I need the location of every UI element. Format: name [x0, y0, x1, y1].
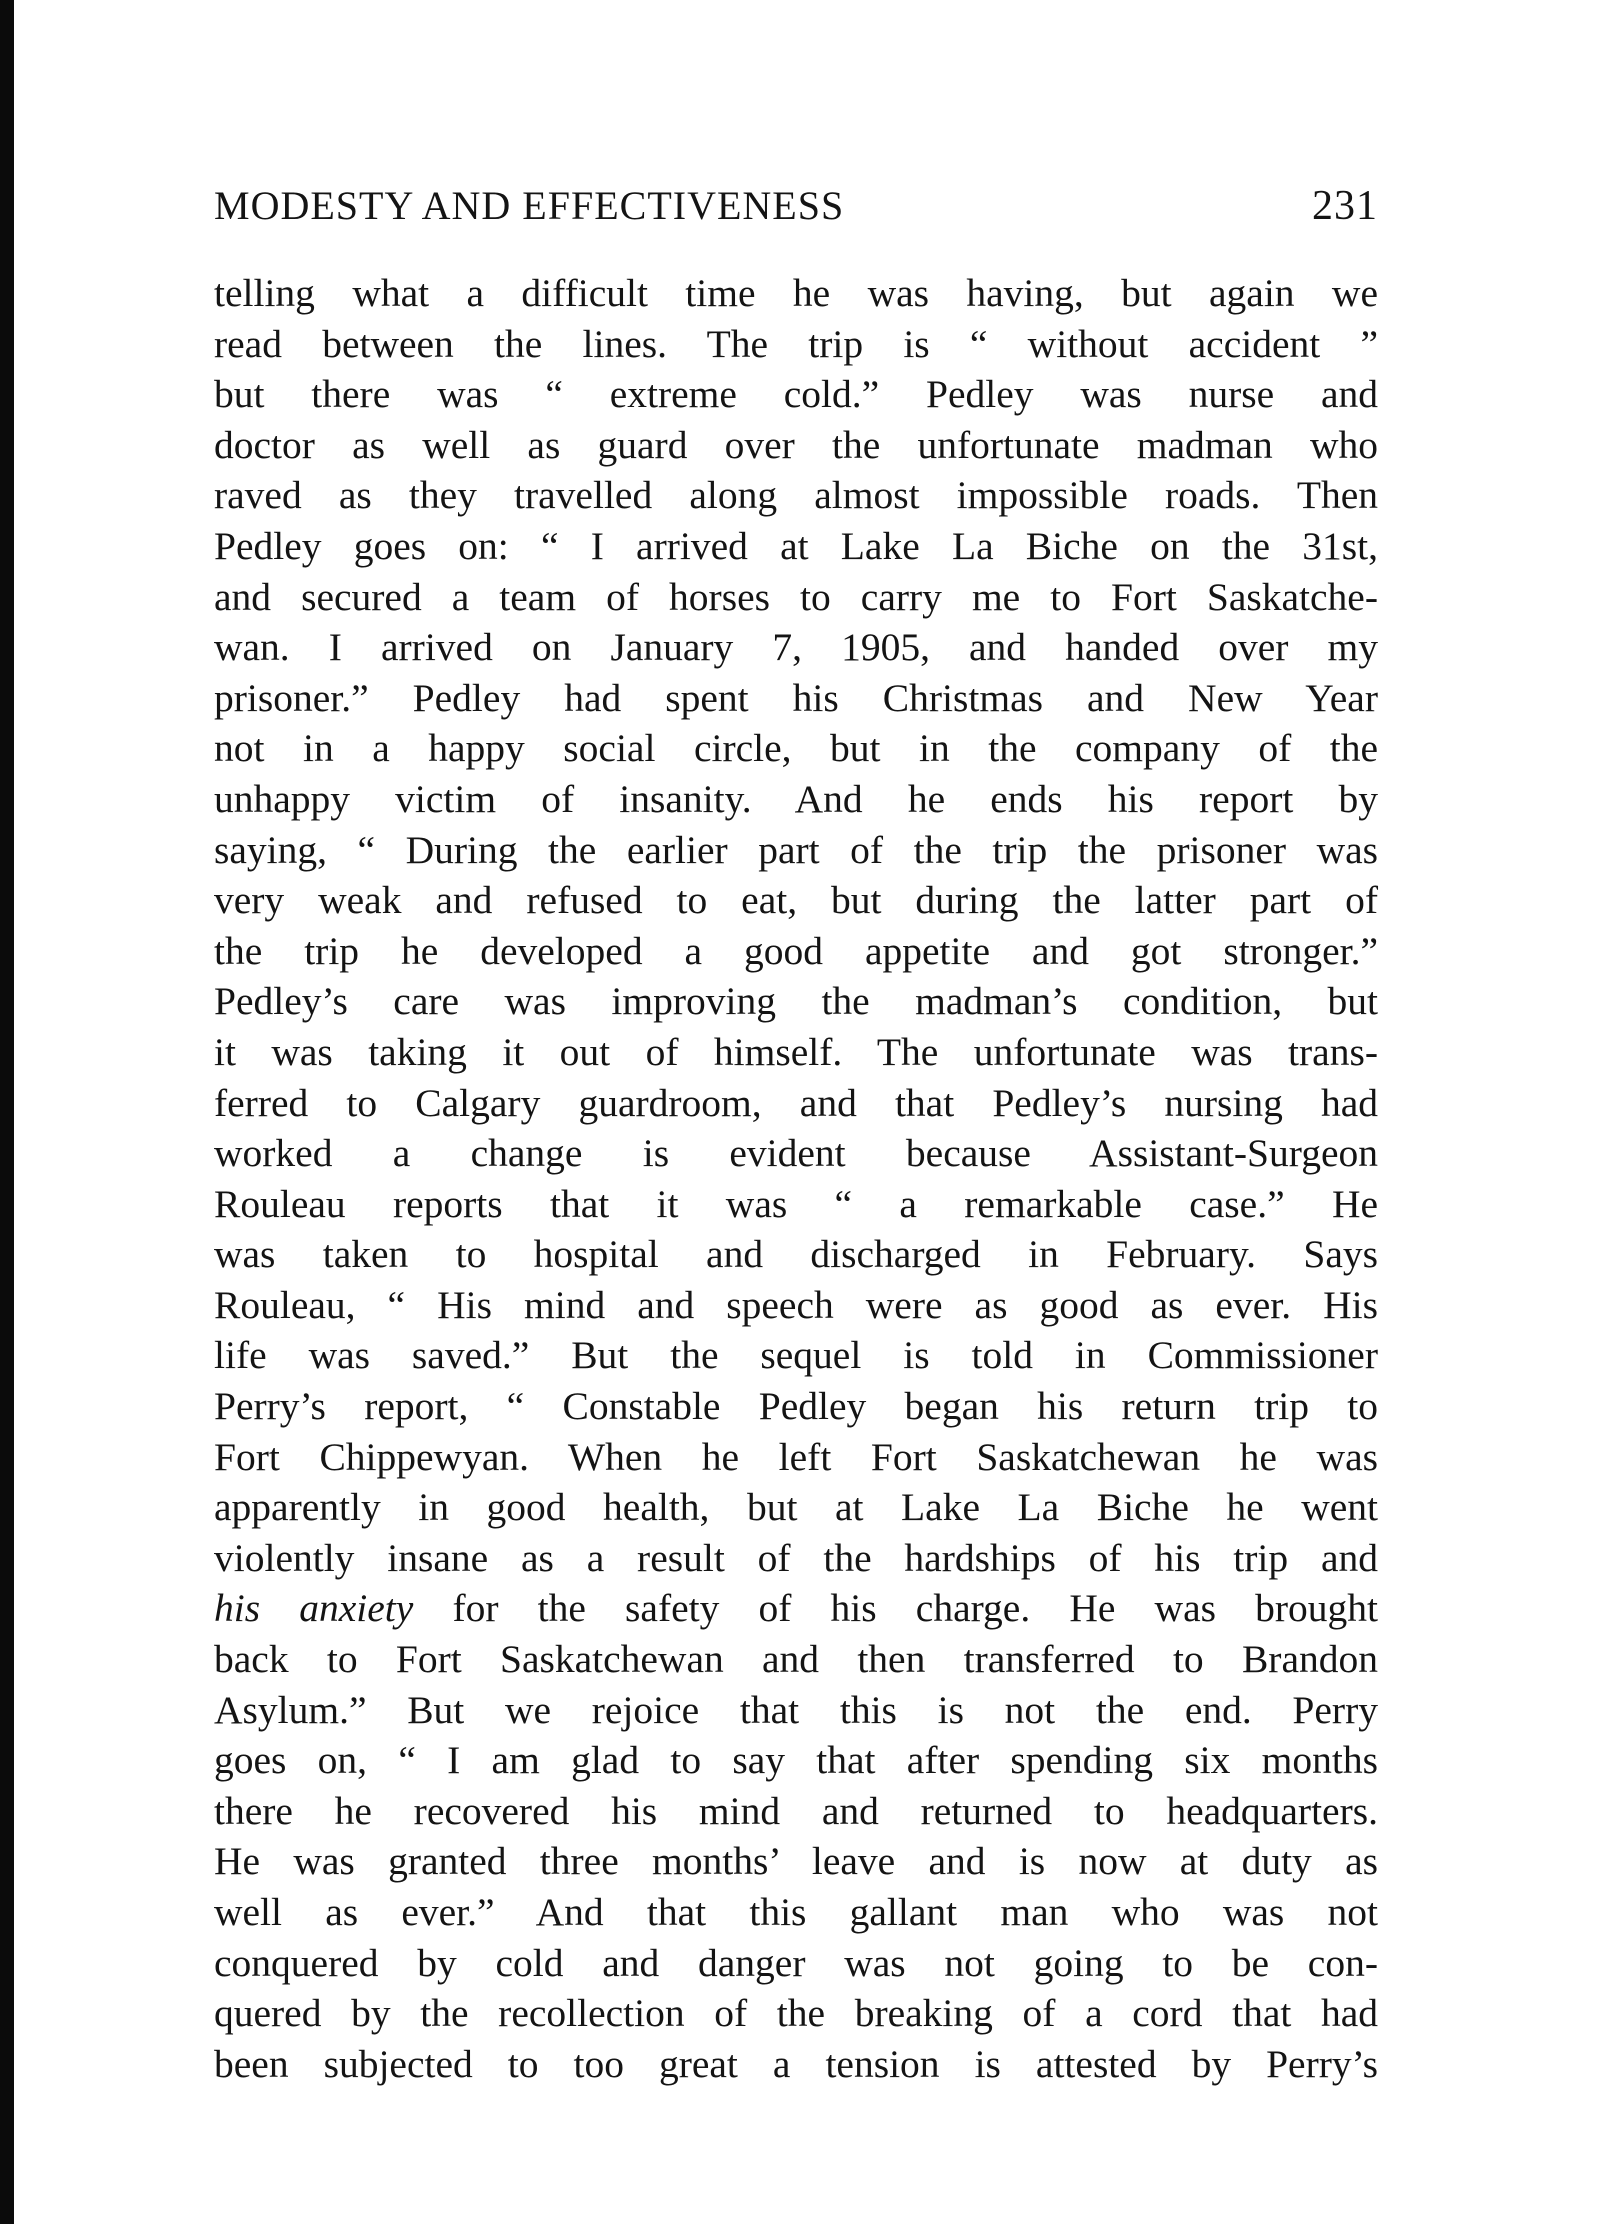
- text-line: saying, “ During the earlier part of the trip the prisoner was: [214, 827, 1378, 872]
- text-line: it was taking it out of himself. The unfortunate was trans-: [214, 1029, 1378, 1074]
- text-line: unhappy victim of insanity. And he ends his report by: [214, 776, 1378, 821]
- text-line: quered by the recollection of the breaking of a cord that had: [214, 1991, 1378, 2036]
- text-line: Asylum.” But we rejoice that this is not the end. Perry: [214, 1687, 1378, 1732]
- text-line: was taken to hospital and discharged in February. Says: [214, 1232, 1378, 1277]
- text-line: Rouleau, “ His mind and speech were as good as ever. His: [214, 1282, 1378, 1327]
- text-line: back to Fort Saskatchewan and then transferred to Brandon: [214, 1637, 1378, 1682]
- text-line: not in a happy social circle, but in the company of the: [214, 726, 1378, 771]
- text-line: Fort Chippewyan. When he left Fort Saskatchewan he was: [214, 1434, 1378, 1479]
- text-line: very weak and refused to eat, but during the latter part of: [214, 878, 1378, 923]
- text-line: conquered by cold and danger was not going to be con-: [214, 1940, 1378, 1985]
- text-line: goes on, “ I am glad to say that after spending six months: [214, 1738, 1378, 1783]
- page-binding-edge: [0, 0, 14, 2224]
- text-line: apparently in good health, but at Lake La Biche he went: [214, 1485, 1378, 1530]
- text-line: ferred to Calgary guardroom, and that Pedley’s nursing had: [214, 1080, 1378, 1125]
- text-line: violently insane as a result of the hardships of his trip and: [214, 1535, 1378, 1580]
- running-head: [0, 182, 1378, 242]
- text-line: Pedley goes on: “ I arrived at Lake La Biche on the 31st,: [214, 523, 1378, 568]
- text-line: telling what a difficult time he was having, but again we: [214, 271, 1378, 315]
- text-line: been subjected to too great a tension is attested by Perry’s: [214, 2041, 1378, 2086]
- text-line: raved as they travelled along almost impossible roads. Then: [214, 473, 1378, 518]
- text-line: Perry’s report, “ Constable Pedley began his return trip to: [214, 1384, 1378, 1429]
- text-line: life was saved.” But the sequel is told in Commissioner: [214, 1333, 1378, 1378]
- running-title: MODESTY AND EFFECTIVENESS: [214, 183, 845, 228]
- body-text: [214, 268, 1378, 2089]
- text-line-remainder: for the safety of his charge. He was brought: [452, 1586, 1379, 1631]
- page-number: 231: [1312, 183, 1378, 229]
- text-line-italic-lead: [214, 1583, 1378, 1634]
- text-line: doctor as well as guard over the unfortunate madman who: [214, 422, 1378, 467]
- text-line: there he recovered his mind and returned to headquarters.: [214, 1788, 1378, 1833]
- text-line: wan. I arrived on January 7, 1905, and handed over my: [214, 625, 1378, 670]
- text-line: prisoner.” Pedley had spent his Christmas and New Year: [214, 675, 1378, 720]
- text-line: and secured a team of horses to carry me to Fort Saskatche-: [214, 574, 1378, 619]
- text-line: the trip he developed a good appetite and got stronger.”: [214, 928, 1378, 973]
- text-line: well as ever.” And that this gallant man who was not: [214, 1890, 1378, 1934]
- text-line: but there was “ extreme cold.” Pedley was nurse and: [214, 372, 1378, 417]
- text-line: Pedley’s care was improving the madman’s condition, but: [214, 979, 1378, 1024]
- text-line: worked a change is evident because Assistant-Surgeon: [214, 1131, 1378, 1176]
- text-line: read between the lines. The trip is “ without accident ”: [214, 321, 1378, 366]
- text-line: He was granted three months’ leave and is now at duty as: [214, 1839, 1378, 1884]
- text-line: Rouleau reports that it was “ a remarkable case.” He: [214, 1181, 1378, 1226]
- italic-phrase: his anxiety: [214, 1586, 414, 1631]
